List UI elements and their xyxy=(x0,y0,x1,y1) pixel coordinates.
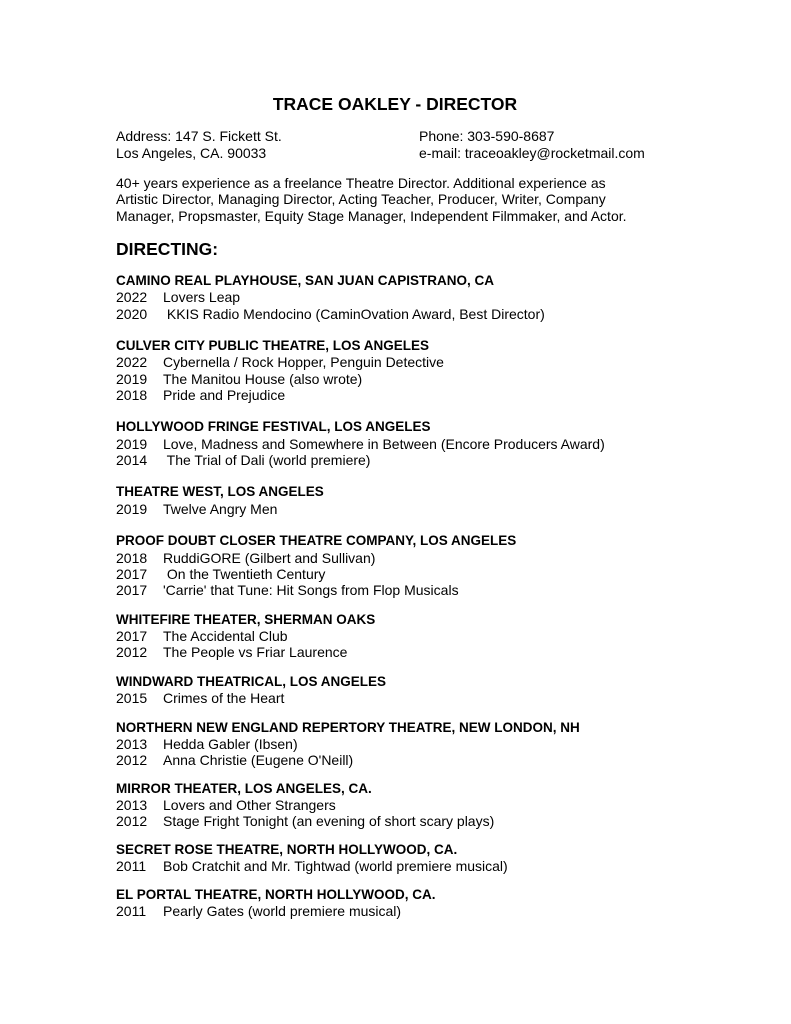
credit-show-title: Anna Christie (Eugene O'Neill) xyxy=(163,752,354,769)
credit-row xyxy=(116,628,676,644)
credit-show-title: Hedda Gabler (Ibsen) xyxy=(163,736,298,753)
credit-year: 2018 xyxy=(116,549,148,566)
credit-year: 2017 xyxy=(116,582,148,599)
venue-name: WHITEFIRE THEATER, SHERMAN OAKS xyxy=(116,611,376,627)
credit-year: 2012 xyxy=(116,752,148,769)
credit-show-title: Cybernella / Rock Hopper, Penguin Detective xyxy=(163,354,444,371)
credit-row xyxy=(116,752,676,768)
venue-block xyxy=(116,720,676,769)
credit-show-title: On the Twentieth Century xyxy=(163,566,326,583)
credit-year: 2017 xyxy=(116,566,148,583)
credit-show-title: Pride and Prejudice xyxy=(163,387,286,404)
credit-show-title: 'Carrie' that Tune: Hit Songs from Flop Musicals xyxy=(163,582,459,599)
summary-line-1: 40+ years experience as a freelance Theatre Director. Additional experience as xyxy=(116,175,606,191)
credit-row xyxy=(116,371,676,387)
credit-year: 2019 xyxy=(116,435,148,452)
credit-year: 2020 xyxy=(116,305,148,322)
venue-name: MIRROR THEATER, LOS ANGELES, CA. xyxy=(116,780,372,796)
credit-show-title: Stage Fright Tonight (an evening of short scary plays) xyxy=(163,813,495,830)
credit-row xyxy=(116,797,676,813)
credit-show-title: Crimes of the Heart xyxy=(163,690,285,707)
email-address: e-mail: traceoakley@rocketmail.com xyxy=(419,144,645,161)
credit-year: 2018 xyxy=(116,387,148,404)
credit-row xyxy=(116,354,676,370)
venue-block xyxy=(116,533,676,598)
credit-row xyxy=(116,436,676,452)
credit-year: 2019 xyxy=(116,370,148,387)
venue-name: SECRET ROSE THEATRE, NORTH HOLLYWOOD, CA. xyxy=(116,841,458,857)
venue-block xyxy=(116,781,676,830)
venue-name: CULVER CITY PUBLIC THEATRE, LOS ANGELES xyxy=(116,337,430,353)
venue-block xyxy=(116,273,676,322)
venue-block xyxy=(116,338,676,403)
credit-year: 2012 xyxy=(116,644,148,661)
contact-block xyxy=(116,128,676,162)
summary-line-3: Manager, Propsmaster, Equity Stage Manager, Independent Filmmaker, and Actor. xyxy=(116,207,627,224)
venue-block xyxy=(116,674,676,707)
venue-block xyxy=(116,842,676,875)
experience-summary xyxy=(116,175,656,224)
credit-row xyxy=(116,813,676,829)
credit-show-title: Love, Madness and Somewhere in Between (Encore Producers Award) xyxy=(163,435,605,452)
credit-show-title: Bob Cratchit and Mr. Tightwad (world premiere musical) xyxy=(163,858,508,875)
credit-show-title: The Trial of Dali (world premiere) xyxy=(163,452,371,469)
credit-row xyxy=(116,858,676,874)
credit-row xyxy=(116,387,676,403)
credit-year: 2014 xyxy=(116,452,148,469)
credit-row xyxy=(116,306,676,322)
credit-year: 2017 xyxy=(116,628,148,645)
venue-name: HOLLYWOOD FRINGE FESTIVAL, LOS ANGELES xyxy=(116,419,431,435)
venue-name: NORTHERN NEW ENGLAND REPERTORY THEATRE, NEW LONDON, NH xyxy=(116,719,580,735)
venue-name: CAMINO REAL PLAYHOUSE, SAN JUAN CAPISTRANO, CA xyxy=(116,272,495,288)
venue-block xyxy=(116,419,676,468)
directing-venue-list xyxy=(116,273,676,919)
summary-line-2: Artistic Director, Managing Director, Acting Teacher, Producer, Writer, Company xyxy=(116,191,606,208)
venue-block xyxy=(116,612,676,661)
credit-row xyxy=(116,644,676,660)
address-line-1: Address: 147 S. Fickett St. xyxy=(116,128,282,144)
credit-row xyxy=(116,582,676,598)
credit-show-title: The Accidental Club xyxy=(163,628,288,645)
address-block xyxy=(116,128,282,161)
venue-block xyxy=(116,484,676,517)
resume-page xyxy=(116,93,676,919)
venue-name: WINDWARD THEATRICAL, LOS ANGELES xyxy=(116,673,386,689)
credit-row xyxy=(116,501,676,517)
credit-row xyxy=(116,566,676,582)
credit-year: 2011 xyxy=(116,903,147,920)
phone-number: Phone: 303-590-8687 xyxy=(419,128,555,144)
credit-show-title: Pearly Gates (world premiere musical) xyxy=(163,903,402,920)
credit-row xyxy=(116,289,676,305)
venue-name: PROOF DOUBT CLOSER THEATRE COMPANY, LOS ANGELES xyxy=(116,533,517,549)
credit-row xyxy=(116,452,676,468)
credit-year: 2012 xyxy=(116,813,148,830)
credit-show-title: RuddiGORE (Gilbert and Sullivan) xyxy=(163,549,376,566)
credit-year: 2013 xyxy=(116,797,148,814)
venue-name: EL PORTAL THEATRE, NORTH HOLLYWOOD, CA. xyxy=(116,886,436,902)
credit-year: 2019 xyxy=(116,500,148,517)
credit-show-title: Twelve Angry Men xyxy=(163,500,278,517)
credit-year: 2011 xyxy=(116,858,147,875)
credit-show-title: The People vs Friar Laurence xyxy=(163,644,348,661)
credit-year: 2015 xyxy=(116,690,148,707)
credit-show-title: The Manitou House (also wrote) xyxy=(163,370,363,387)
page-title: TRACE OAKLEY - DIRECTOR xyxy=(272,94,518,114)
venue-block xyxy=(116,887,676,920)
address-line-2: Los Angeles, CA. 90033 xyxy=(116,144,267,161)
directing-heading: DIRECTING: xyxy=(116,238,219,259)
credit-year: 2013 xyxy=(116,736,148,753)
credit-show-title: KKIS Radio Mendocino (CaminOvation Award, Best Director) xyxy=(163,305,545,322)
phone-email-block xyxy=(419,128,645,161)
credit-row xyxy=(116,736,676,752)
credit-year: 2022 xyxy=(116,354,148,371)
credit-row xyxy=(116,690,676,706)
venue-name: THEATRE WEST, LOS ANGELES xyxy=(116,484,324,500)
credit-show-title: Lovers and Other Strangers xyxy=(163,797,336,814)
credit-show-title: Lovers Leap xyxy=(163,289,241,306)
credit-row xyxy=(116,903,676,919)
credit-row xyxy=(116,550,676,566)
credit-year: 2022 xyxy=(116,289,148,306)
